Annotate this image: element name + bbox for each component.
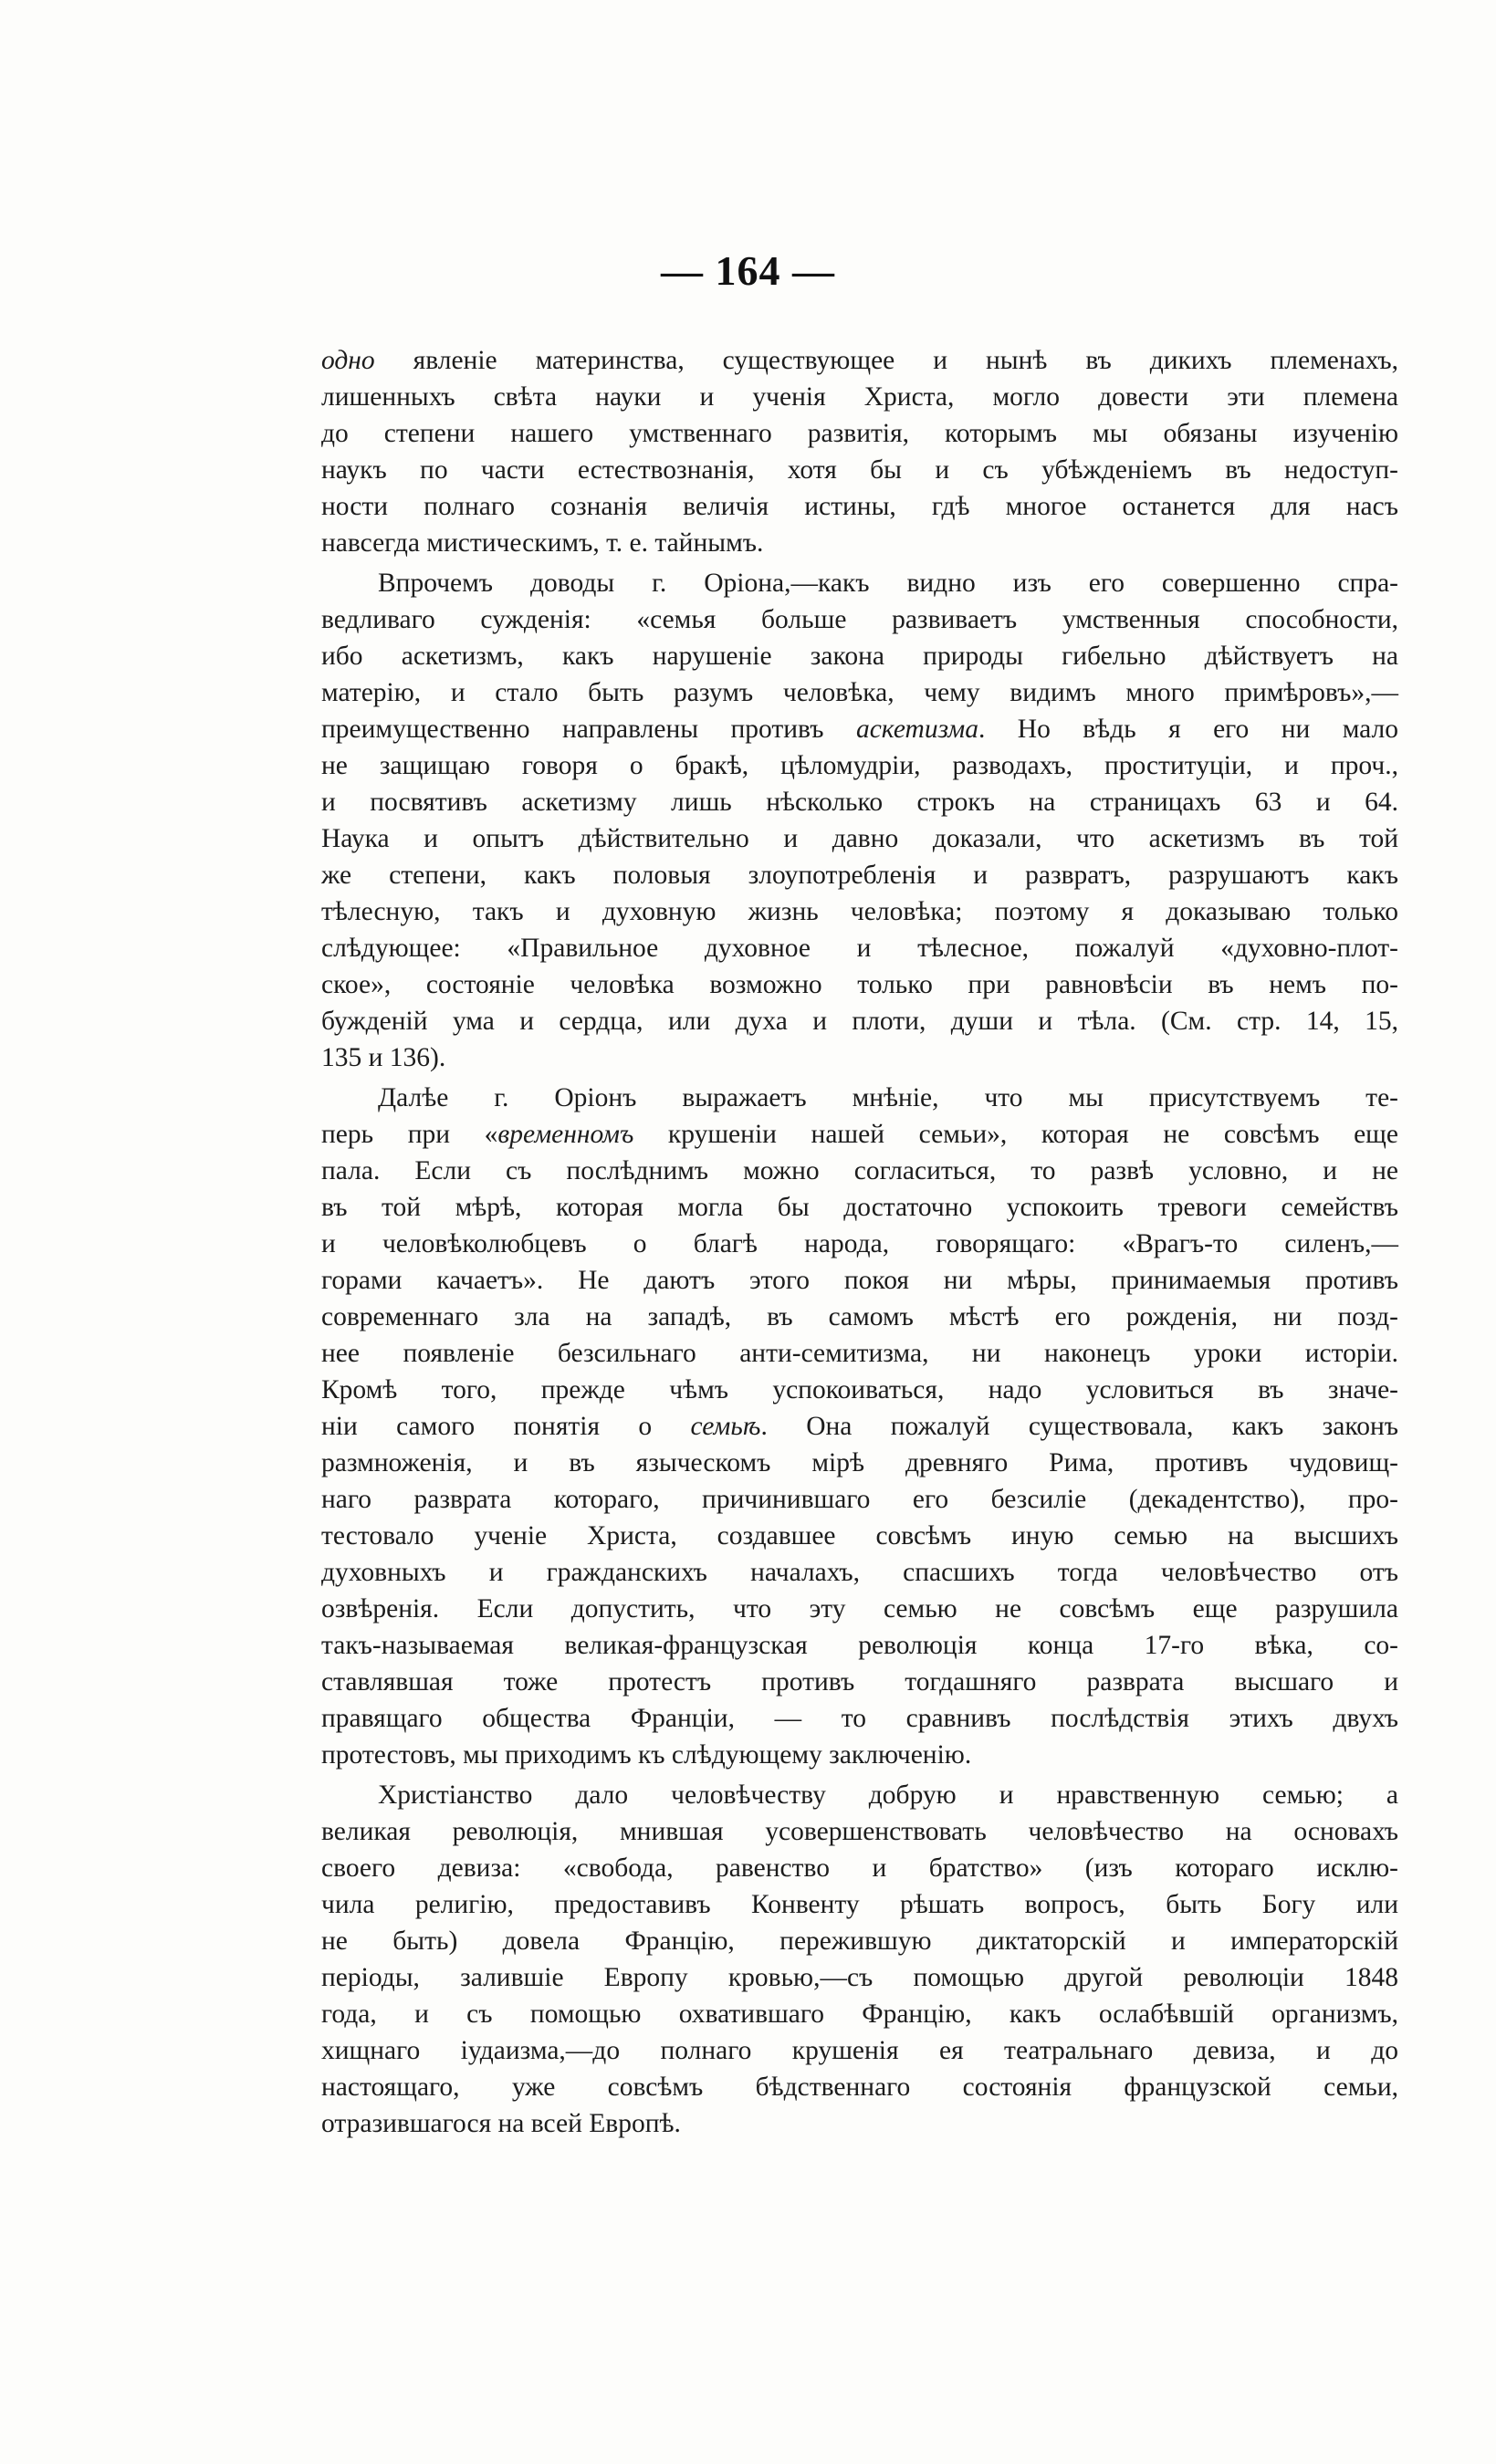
text-line: ности полнаго сознанія величія истины, гдѣ многое останется для насъ (321, 492, 1398, 521)
text-line: Далѣе г. Оріонъ выражаетъ мнѣніе, что мы присутствуемъ те- (378, 1083, 1398, 1112)
text-line: своего девиза: «свобода, равенство и братство» (изъ котораго исклю- (321, 1853, 1398, 1883)
text-line: Кромѣ того, прежде чѣмъ успокоиваться, надо условиться въ значе- (321, 1375, 1398, 1404)
text-line: размноженія, и въ языческомъ мірѣ древняго Рима, противъ чудовищ- (321, 1448, 1398, 1477)
text-line: горами качаетъ». Не даютъ этого покоя ни мѣры, принимаемыя противъ (321, 1266, 1398, 1295)
line-text: преимущественно направлены противъ (321, 715, 856, 744)
text-line: отразившагося на всей Европѣ. (321, 2109, 681, 2138)
text-line: навсегда мистическимъ, т. е. тайнымъ. (321, 528, 764, 558)
page-number: — 164 — (661, 247, 835, 294)
text-line: хищнаго іудаизма,—до полнаго крушенія ея театральнаго девиза, и до (321, 2036, 1398, 2065)
text-line: протестовъ, мы приходимъ къ слѣдующему заключенію. (321, 1740, 972, 1770)
text-line: года, и съ помощью охватившаго Францію, какъ ослабѣвшій организмъ, (321, 1999, 1398, 2029)
text-line (321, 342, 1398, 379)
text-line: въ той мѣрѣ, которая могла бы достаточно успокоить тревоги семействъ (321, 1193, 1398, 1222)
text-line: періоды, залившіе Европу кровью,—съ помощью другой революціи 1848 (321, 1963, 1398, 1992)
text-line: ское», состояніе человѣка возможно только при равновѣсіи въ немъ по- (321, 970, 1398, 999)
text-line: слѣдующее: «Правильное духовное и тѣлесное, пожалуй «духовно-плот- (321, 934, 1398, 963)
italic-word: временномъ (497, 1120, 634, 1149)
line-text: перь при « (321, 1120, 498, 1149)
text-line: 135 и 136). (321, 1043, 446, 1072)
text-line: такъ-называемая великая-французская революція конца 17-го вѣка, со- (321, 1631, 1398, 1660)
paragraph (321, 342, 1398, 561)
text-line: Христіанство дало человѣчеству добрую и нравственную семью; а (378, 1780, 1398, 1810)
text-line: не быть) довела Францію, пережившую диктаторскій и императорскій (321, 1926, 1398, 1956)
text-line: же степени, какъ половыя злоупотребленія и развратъ, разрушаютъ какъ (321, 861, 1398, 890)
line-text: крушеніи нашей семьи», которая не совсѣмъ еще (633, 1120, 1398, 1149)
text-line: тестовало ученіе Христа, создавшее совсѣмъ иную семью на высшихъ (321, 1521, 1398, 1550)
text-line: тѣлесную, такъ и духовную жизнь человѣка; поэтому я доказываю только (321, 897, 1398, 926)
text-line: озвѣренія. Если допустить, что эту семью не совсѣмъ еще разрушила (321, 1594, 1398, 1624)
text-line: нее появленіе безсильнаго анти-семитизма, ни наконецъ уроки исторіи. (321, 1339, 1398, 1368)
text-line: бужденій ума и сердца, или духа и плоти, души и тѣла. (См. стр. 14, 15, (321, 1007, 1398, 1036)
paragraph (321, 565, 1398, 1076)
line-text: . Она пожалуй существовала, какъ законъ (760, 1412, 1398, 1441)
italic-word: семьѣ (690, 1412, 761, 1441)
text-line: не защищаю говоря о бракѣ, цѣломудріи, разводахъ, проституціи, и проч., (321, 751, 1398, 780)
italic-word: аскетизма (855, 715, 978, 744)
text-line: ведливаго сужденія: «семья больше развиваетъ умственныя способности, (321, 605, 1398, 634)
text-line: ставлявшая тоже протестъ противъ тогдашняго разврата высшаго и (321, 1667, 1398, 1697)
paragraph (321, 1777, 1398, 2142)
text-line: пала. Если съ послѣднимъ можно согласиться, то развѣ условно, и не (321, 1156, 1398, 1185)
line-text: ніи самого понятія о (321, 1412, 691, 1441)
text-line: ибо аскетизмъ, какъ нарушеніе закона природы гибельно дѣйствуетъ на (321, 642, 1398, 671)
text-line: великая революція, мнившая усовершенствовать человѣчество на основахъ (321, 1817, 1398, 1846)
text-line (321, 1408, 1398, 1445)
text-line (321, 711, 1398, 747)
italic-word: одно (321, 346, 375, 375)
text-line (321, 1116, 1398, 1153)
text-line: чила религію, предоставивъ Конвенту рѣшать вопросъ, быть Богу или (321, 1890, 1398, 1919)
text-line: духовныхъ и гражданскихъ началахъ, спасшихъ тогда человѣчество отъ (321, 1558, 1398, 1587)
text-line: современнаго зла на западѣ, въ самомъ мѣстѣ его рожденія, ни позд- (321, 1302, 1398, 1331)
body-text (321, 342, 1398, 2142)
line-text: явленіе материнства, существующее и нынѣ въ дикихъ племенахъ, (374, 346, 1398, 375)
line-text: . Но вѣдь я его ни мало (978, 715, 1399, 744)
text-line: Впрочемъ доводы г. Оріона,—какъ видно изъ его совершенно спра- (378, 569, 1398, 598)
text-line: наго разврата котораго, причинившаго его безсиліе (декадентство), про- (321, 1485, 1398, 1514)
text-line: наукъ по части естествознанія, хотя бы и съ убѣжденіемъ въ недоступ- (321, 455, 1398, 485)
text-line: настоящаго, уже совсѣмъ бѣдственнаго состоянія французской семьи, (321, 2072, 1398, 2102)
text-line: правящаго общества Франціи, — то сравнивъ послѣдствія этихъ двухъ (321, 1704, 1398, 1733)
text-line: матерію, и стало быть разумъ человѣка, чему видимъ много примѣровъ»,— (321, 678, 1398, 707)
text-line: до степени нашего умственнаго развитія, которымъ мы обязаны изученію (321, 419, 1398, 448)
paragraph (321, 1080, 1398, 1773)
text-line: и посвятивъ аскетизму лишь нѣсколько строкъ на страницахъ 63 и 64. (321, 788, 1398, 817)
text-line: лишенныхъ свѣта науки и ученія Христа, могло довести эти племена (321, 382, 1398, 412)
text-line: Наука и опытъ дѣйствительно и давно доказали, что аскетизмъ въ той (321, 824, 1398, 853)
text-line: и человѣколюбцевъ о благѣ народа, говорящаго: «Врагъ-то силенъ,— (321, 1229, 1398, 1258)
